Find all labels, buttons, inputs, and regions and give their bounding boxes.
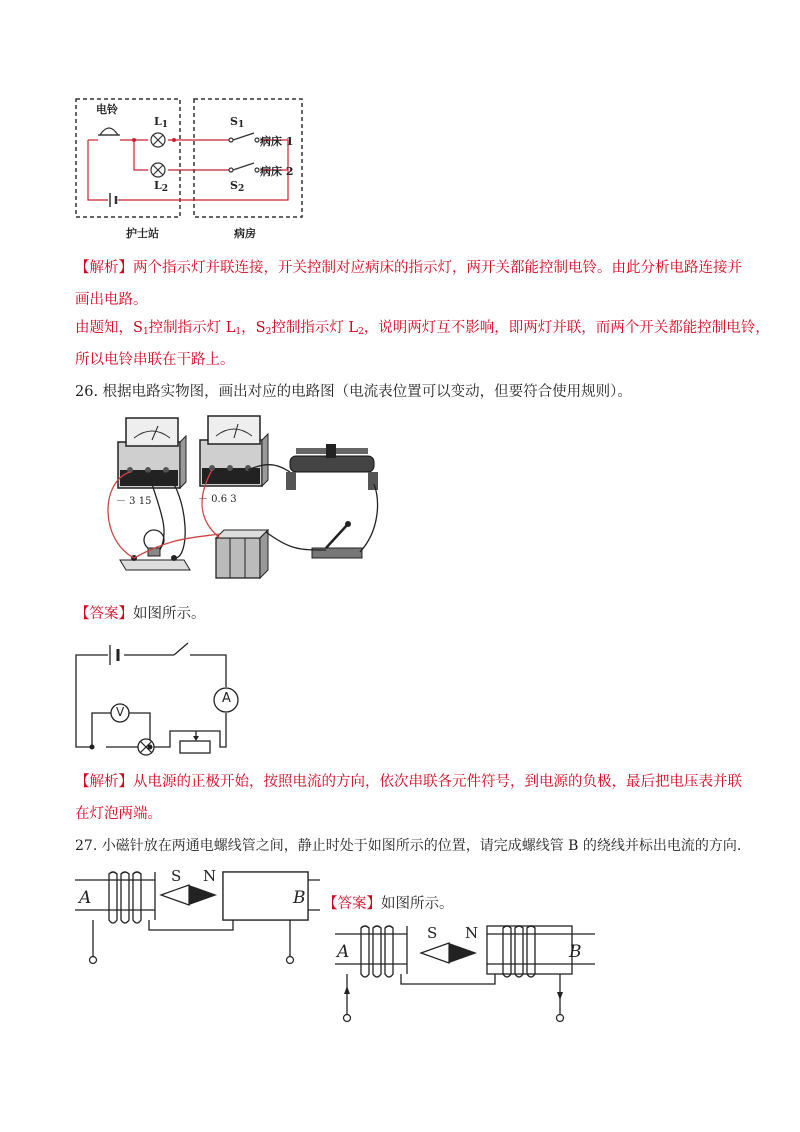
needle-n-half	[189, 885, 217, 905]
ward-label: 病房	[234, 227, 256, 240]
figure-solenoid-question	[75, 868, 320, 973]
q26-analysis-line1: 【解析】从电源的正极开始，按照电流的方向，依次串联各元件符号，到电源的负极，最后把电压表并联	[75, 774, 742, 790]
ammeter-symbol-label: A	[222, 691, 231, 706]
answer-needle-s-label: S	[427, 924, 438, 942]
q26-answer: 【答案】如图所示。	[75, 606, 206, 622]
ammeter-device	[200, 416, 268, 486]
answer-solenoid-b-label: B	[569, 942, 582, 962]
q26-question: 26. 根据电路实物图，画出对应的电路图（电流表位置可以变动，但要符合使用规则）。	[75, 384, 632, 400]
needle-s-label: S	[171, 867, 182, 885]
figure-answer-circuit	[70, 635, 240, 760]
q26-analysis-line2: 在灯泡两端。	[75, 806, 162, 822]
rheostat-device	[286, 444, 378, 490]
needle-n-label: N	[203, 867, 217, 885]
figure-physical-circuit	[90, 410, 390, 585]
voltmeter-device	[118, 418, 186, 488]
voltmeter-scale-label: － 3 15	[116, 496, 152, 507]
nurse-station-label: 护士站	[126, 227, 159, 240]
lamp-l2-label: $L_2$	[154, 179, 168, 194]
needle-s-half	[161, 885, 189, 905]
figure-call-bell-circuit	[70, 95, 310, 245]
q27-answer: 【答案】如图所示。	[323, 896, 454, 912]
figure-solenoid-answer	[335, 922, 595, 1027]
bell-label: 电铃	[96, 103, 118, 116]
switch-s2-label: $S_2$	[230, 179, 245, 194]
answer-needle-s-half	[421, 943, 449, 963]
answer-circuit-diagram	[70, 635, 240, 760]
answer-needle-n-label: N	[465, 924, 479, 942]
voltmeter-symbol-label: V	[116, 705, 125, 719]
bed2-label: 病床 2	[260, 165, 294, 178]
battery-device	[216, 530, 268, 578]
lamp-l1-label: $L_1$	[154, 115, 168, 130]
q27-question: 27. 小磁针放在两通电螺线管之间，静止时处于如图所示的位置，请完成螺线管 B 的绕线并标出电流的方向.	[75, 838, 742, 854]
q25-analysis-line2: 画出电路。	[75, 292, 148, 308]
knife-switch-device	[312, 521, 362, 558]
q25-explain-line1: 由题知，$S_1$控制指示灯 $L_1$，$S_2$控制指示灯 $L_2$，说明两灯互不影响，即两灯并联，而两个开关都能控制电铃，	[75, 320, 770, 337]
answer-needle-n-half	[449, 943, 477, 963]
solenoid-a-label: A	[79, 888, 92, 908]
q25-analysis-line1: 【解析】两个指示灯并联连接，开关控制对应病床的指示灯，两开关都能控制电铃。由此分析电路连接并	[75, 260, 742, 276]
q25-explain-line2: 所以电铃串联在干路上。	[75, 352, 235, 368]
current-in-arrow	[344, 986, 350, 994]
switch-s1-label: $S_1$	[230, 115, 245, 130]
bulb-device	[120, 530, 190, 570]
ammeter-scale-label: － 0.6 3	[198, 494, 237, 505]
solenoid-b-label: B	[293, 888, 306, 908]
bed1-label: 病床 1	[260, 135, 294, 148]
solenoid-question-diagram	[75, 868, 320, 973]
answer-solenoid-a-label: A	[337, 942, 350, 962]
current-out-arrow	[557, 992, 563, 1000]
